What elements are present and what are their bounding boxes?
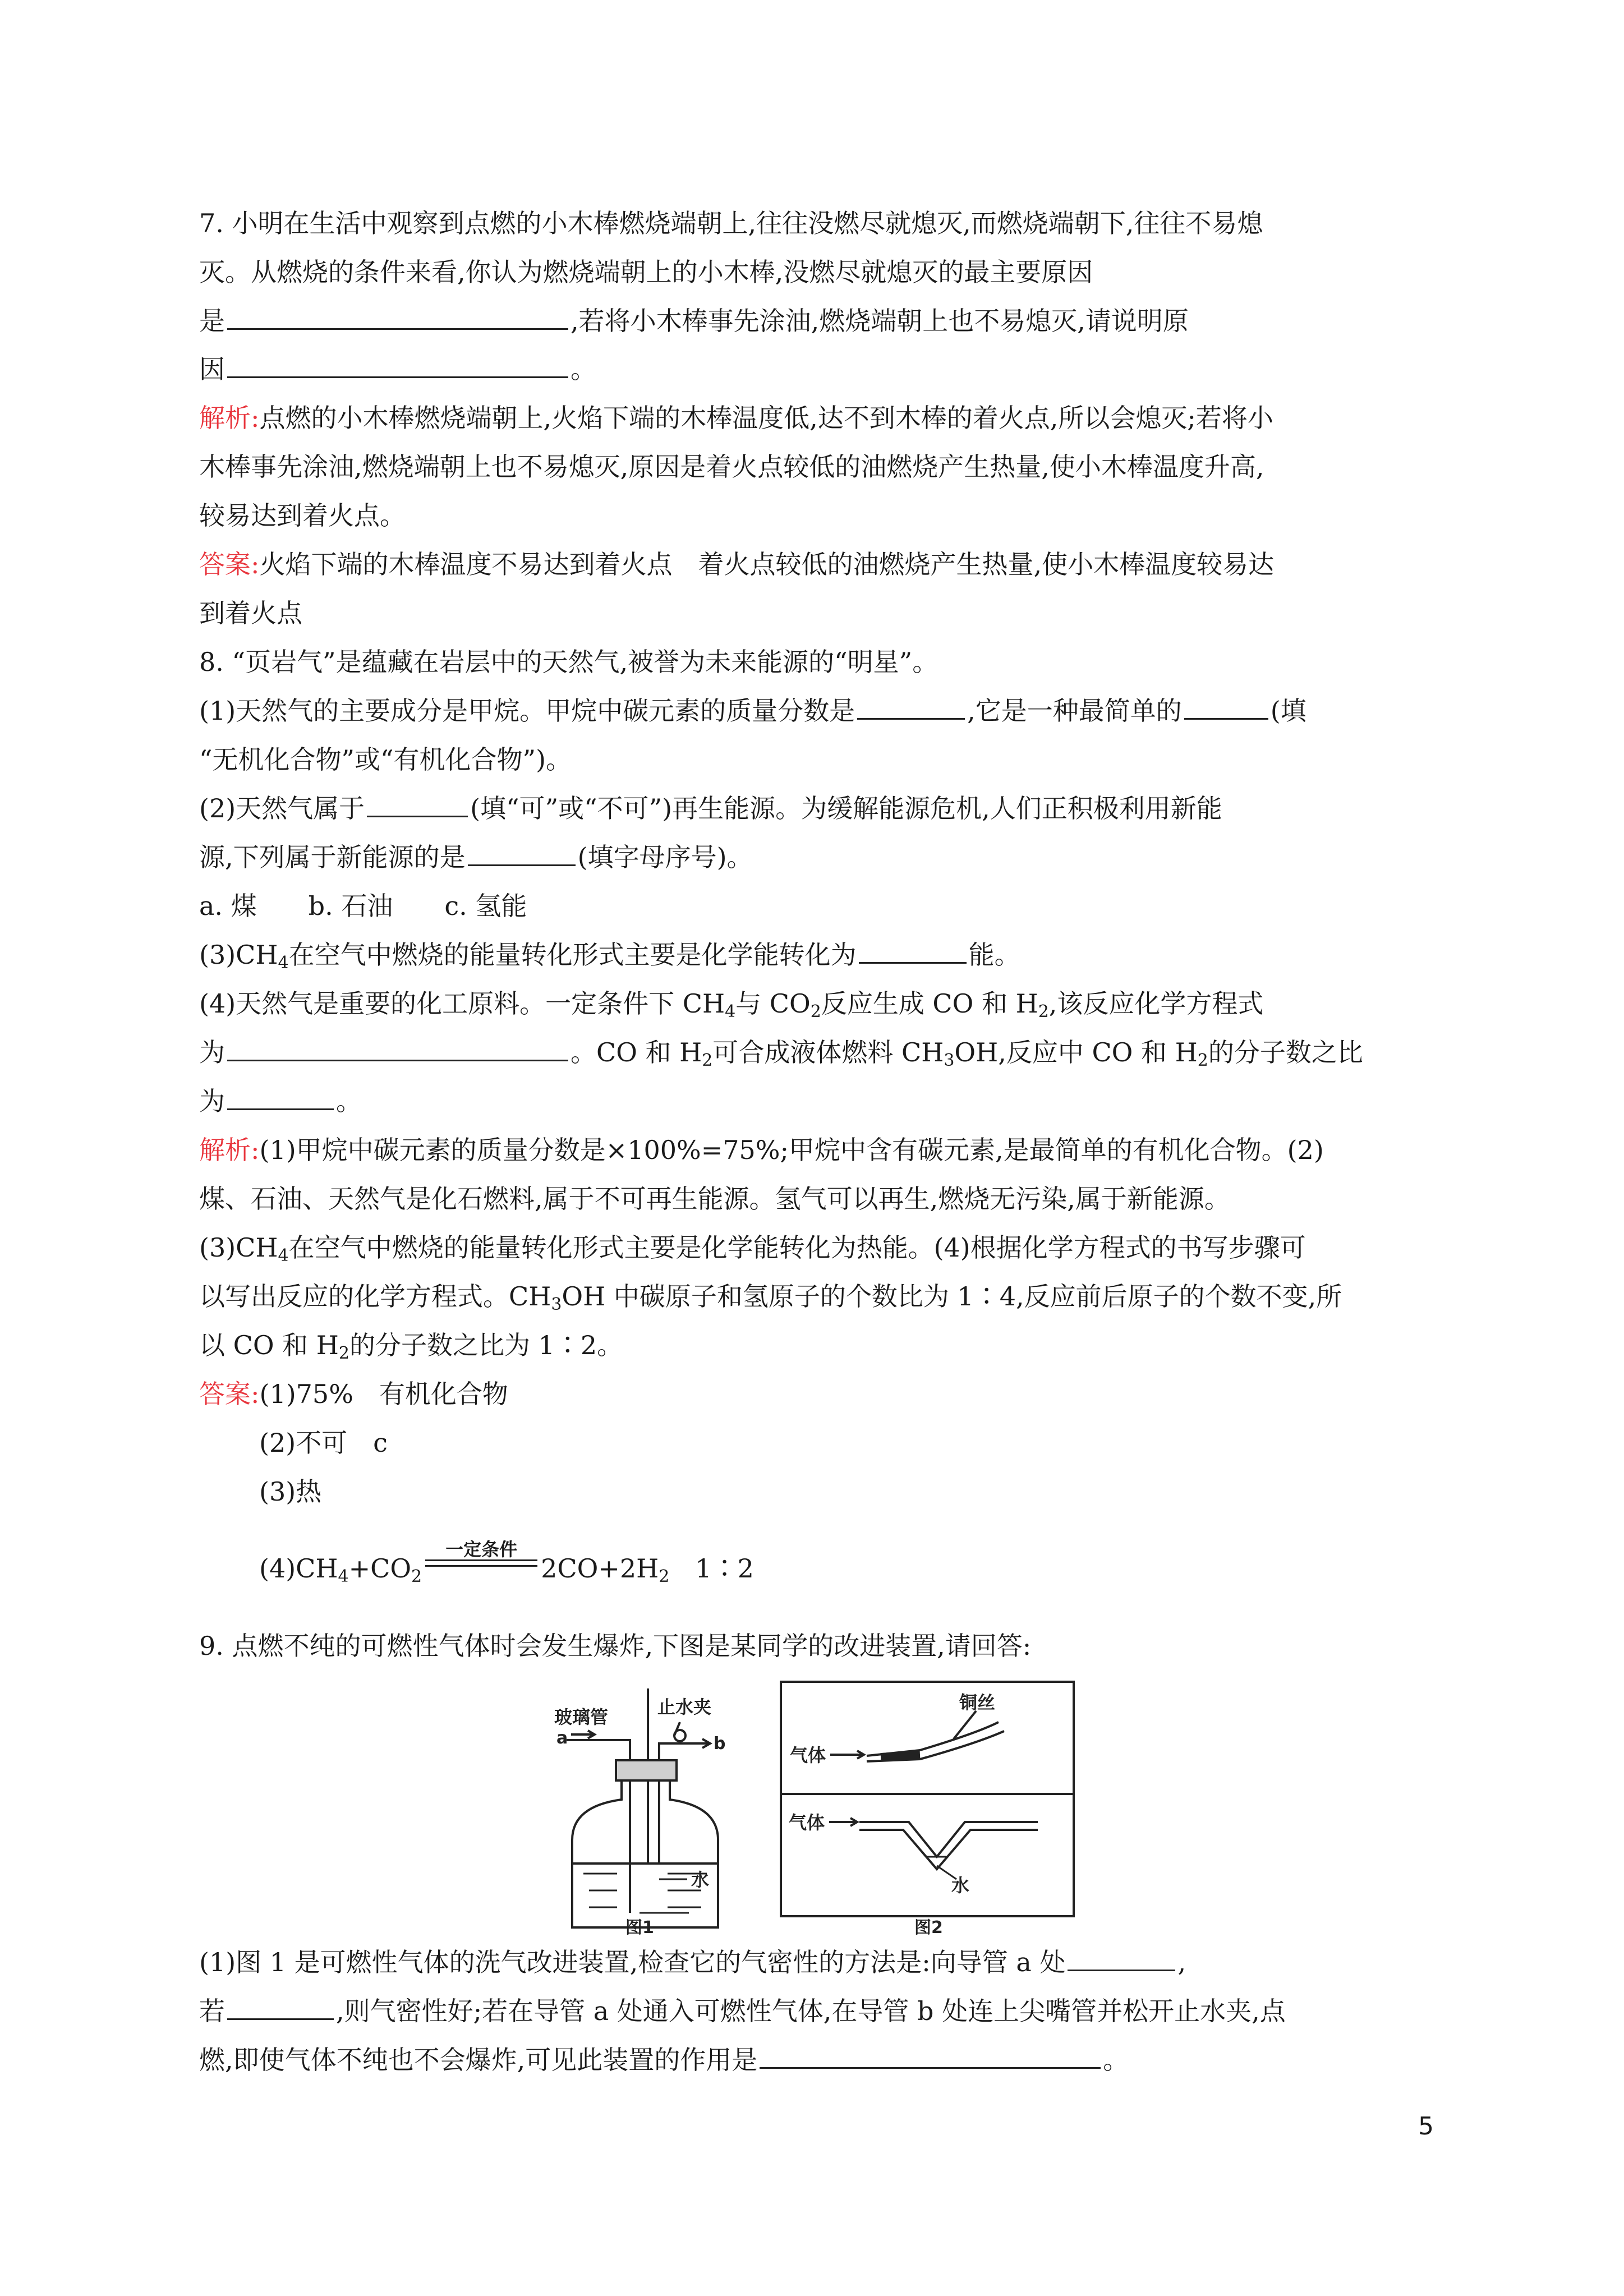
- answer-blank[interactable]: [227, 353, 568, 378]
- fig2-gas-label-2: 气体: [789, 1812, 825, 1833]
- analysis-text: 的分子数之比为 1∶2。: [349, 1330, 623, 1360]
- q8-text: ,它是一种最简单的: [967, 696, 1182, 726]
- q8-text: 反应生成 CO 和 H: [821, 988, 1038, 1019]
- answer-blank[interactable]: [367, 792, 468, 817]
- equation-text: 2CO+2H: [541, 1553, 659, 1584]
- q8-text: 与 CO: [735, 988, 811, 1019]
- copper-wire-coil: [881, 1755, 920, 1757]
- q8-text: (填: [1270, 696, 1306, 726]
- q8-analysis-line-5: [199, 1328, 623, 1362]
- q9-text: 。: [1103, 2045, 1129, 2075]
- q8-text: 源,下列属于新能源的是: [199, 842, 466, 872]
- subscript: 2: [1197, 1051, 1208, 1070]
- subscript: 2: [411, 1567, 422, 1586]
- q8-text: 可合成液体燃料 CH: [712, 1037, 944, 1068]
- q9-text: ,则气密性好;若在导管 a 处通入可燃性气体,在导管 b 处连上尖嘴管并松开止水夹,点: [336, 1996, 1286, 2026]
- q7-analysis-line-3: 较易达到着火点。: [199, 500, 406, 531]
- q8-text: 在空气中燃烧的能量转化形式主要是化学能转化为: [288, 940, 857, 970]
- trap-tube-upper: [859, 1822, 1038, 1857]
- subscript: 2: [810, 1002, 821, 1022]
- q8-answer-line-2: (2)不可 c: [259, 1428, 388, 1458]
- q7-analysis-line-1: [199, 401, 1273, 435]
- q8-part4-line-1: [199, 987, 1263, 1020]
- q8-text: (4)天然气是重要的化工原料。一定条件下 CH: [199, 988, 725, 1019]
- answer-blank[interactable]: [760, 2044, 1101, 2069]
- analysis-text: 以写出反应的化学方程式。CH: [199, 1281, 551, 1312]
- q7-analysis-line-2: 木棒事先涂油,燃烧端朝上也不易熄灭,原因是着火点较低的油燃烧产生热量,使小木棒温度升高,: [199, 452, 1264, 482]
- q8-text: (填字母序号)。: [577, 842, 753, 872]
- q7-line-3: [199, 304, 1189, 338]
- subscript: 2: [338, 1343, 349, 1363]
- q8-text: (填“可”或“不可”)再生能源。为缓解能源危机,人们正积极利用新能: [470, 793, 1222, 823]
- figure-2: [781, 1682, 1074, 1916]
- subscript: 2: [659, 1567, 670, 1586]
- q8-text: 为: [199, 1037, 225, 1068]
- fig1-a-label: a: [556, 1728, 568, 1748]
- q8-text: (2)天然气属于: [199, 793, 365, 823]
- q9-part1-line-1: [199, 1945, 1186, 1979]
- q8-analysis-line-4: [199, 1280, 1342, 1313]
- answer-text: (1)75% 有机化合物: [259, 1379, 508, 1409]
- fig1-b-label: b: [714, 1734, 726, 1754]
- answer-blank[interactable]: [1068, 1946, 1175, 1971]
- q9-part1-line-3: [199, 2043, 1129, 2077]
- fig2-wire-label: 铜丝: [959, 1692, 996, 1713]
- fig1-tube-label: 玻璃管: [554, 1706, 609, 1728]
- subscript: 3: [944, 1051, 955, 1070]
- q7-text: 是: [199, 306, 225, 336]
- apparatus-figures: [550, 1677, 1077, 1935]
- q8-text: (1)天然气的主要成分是甲烷。甲烷中碳元素的质量分数是: [199, 696, 855, 726]
- q9-text: ,: [1177, 1947, 1186, 1977]
- bottle: [572, 1780, 718, 1927]
- q8-part3: [199, 938, 1020, 972]
- subscript: 4: [278, 953, 289, 973]
- stopper: [616, 1760, 677, 1780]
- answer-blank[interactable]: [468, 841, 576, 866]
- equation-text: 1∶2: [669, 1553, 754, 1584]
- q7-line-4: [199, 352, 596, 386]
- analysis-text: (3)CH: [199, 1232, 278, 1263]
- q8-part1-line-1: [199, 694, 1306, 728]
- answer-text: 火焰下端的木棒温度不易达到着火点 着火点较低的油燃烧产生热量,使小木棒温度较易达: [259, 549, 1275, 579]
- tube-upper: [867, 1722, 999, 1756]
- q8-analysis-line-3: [199, 1231, 1306, 1264]
- answer-blank[interactable]: [1184, 694, 1268, 720]
- analysis-label: 解析:: [199, 1135, 260, 1165]
- q8-answer-line-1: [199, 1377, 508, 1411]
- q8-text: 。: [336, 1086, 362, 1116]
- q9-text: 燃,即使气体不纯也不会爆炸,可见此装置的作用是: [199, 2045, 758, 2075]
- analysis-label: 解析:: [199, 403, 260, 433]
- answer-blank[interactable]: [857, 694, 965, 720]
- q7-text: 。: [571, 354, 596, 384]
- equation-text: (4)CH: [259, 1553, 338, 1584]
- q8-part2-line-2: [199, 840, 753, 874]
- reaction-condition-arrow: [425, 1539, 537, 1577]
- q8-text: 。CO 和 H: [571, 1037, 702, 1068]
- fig1-clip-label: 止水夹: [657, 1696, 712, 1718]
- q7-text: 因: [199, 354, 225, 384]
- answer-label: 答案:: [199, 549, 260, 579]
- fig2-frame: [781, 1682, 1074, 1916]
- q8-part2-line-1: [199, 792, 1222, 825]
- q8-answer-line-3: (3)热: [259, 1476, 322, 1507]
- q7-line-2: 灭。从燃烧的条件来看,你认为燃烧端朝上的小木棒,没燃尽就熄灭的最主要原因: [199, 257, 1093, 287]
- q8-options: a. 煤 b. 石油 c. 氢能: [199, 891, 527, 921]
- answer-blank[interactable]: [227, 1036, 568, 1061]
- subscript: 2: [1038, 1002, 1049, 1022]
- fig1-water-label: 水: [691, 1869, 710, 1890]
- q8-answer-equation: [259, 1539, 754, 1586]
- q7-answer-line-1: [199, 547, 1274, 581]
- q8-text: ,该反应化学方程式: [1048, 988, 1264, 1019]
- subscript: 4: [338, 1567, 349, 1586]
- subscript: 4: [725, 1002, 736, 1022]
- q8-line-1: 8. “页岩气”是蕴藏在岩层中的天然气,被誉为未来能源的“明星”。: [199, 647, 938, 677]
- answer-blank[interactable]: [227, 305, 568, 330]
- analysis-text: 点燃的小木棒燃烧端朝上,火焰下端的木棒温度低,达不到木棒的着火点,所以会熄灭;若将小: [259, 403, 1273, 433]
- q8-part1-line-2: “无机化合物”或“有机化合物”)。: [199, 744, 572, 775]
- q8-analysis-line-2: 煤、石油、天然气是化石燃料,属于不可再生能源。氢气可以再生,燃烧无污染,属于新能源。: [199, 1184, 1230, 1214]
- analysis-text: OH 中碳原子和氢原子的个数比为 1∶4,反应前后原子的个数不变,所: [562, 1281, 1342, 1312]
- q8-text: (3)CH: [199, 940, 278, 970]
- q7-text: ,若将小木棒事先涂油,燃烧端朝上也不易熄灭,请说明原: [571, 306, 1189, 336]
- q8-text: OH,反应中 CO 和 H: [954, 1037, 1198, 1068]
- subscript: 4: [278, 1246, 289, 1266]
- trap-tube-lower: [859, 1830, 1038, 1869]
- fig1-caption: 图1: [625, 1918, 654, 1935]
- q8-text: 的分子数之比: [1208, 1037, 1363, 1068]
- answer-blank[interactable]: [859, 938, 967, 964]
- q9-text: (1)图 1 是可燃性气体的洗气改进装置,检查它的气密性的方法是:向导管 a 处: [199, 1947, 1066, 1977]
- analysis-text: 在空气中燃烧的能量转化形式主要是化学能转化为热能。(4)根据化学方程式的书写步骤可: [288, 1232, 1306, 1263]
- q9-line-1: 9. 点燃不纯的可燃性气体时会发生爆炸,下图是某同学的改进装置,请回答:: [199, 1631, 1032, 1661]
- analysis-text: 以 CO 和 H: [199, 1330, 339, 1360]
- q8-text: 能。: [968, 940, 1020, 970]
- equation-text: +CO: [348, 1553, 412, 1584]
- answer-label: 答案:: [199, 1379, 260, 1409]
- fig2-caption: 图2: [914, 1918, 943, 1935]
- q8-part4-line-2: [199, 1036, 1363, 1069]
- q9-part1-line-2: [199, 1994, 1286, 2028]
- q8-part4-line-3: [199, 1084, 362, 1118]
- q8-text: 为: [199, 1086, 225, 1116]
- answer-blank[interactable]: [227, 1085, 334, 1110]
- fig2-water-label: 水: [951, 1875, 970, 1896]
- answer-blank[interactable]: [227, 1995, 334, 2020]
- q8-analysis-line-1: [199, 1133, 1324, 1167]
- page-number: 5: [1418, 2112, 1434, 2141]
- reaction-condition: 一定条件: [445, 1539, 518, 1560]
- fig2-gas-label-1: 气体: [790, 1745, 826, 1766]
- subscript: 2: [702, 1051, 713, 1070]
- clip-line: [674, 1722, 680, 1736]
- q7-answer-line-2: 到着火点: [199, 598, 302, 628]
- q7-line-1: 7. 小明在生活中观察到点燃的小木棒燃烧端朝上,往往没燃尽就熄灭,而燃烧端朝下,往往不易熄: [199, 208, 1263, 238]
- analysis-text: (1)甲烷中碳元素的质量分数是×100%=75%;甲烷中含有碳元素,是最简单的有机化合物。(2): [259, 1135, 1324, 1165]
- subscript: 3: [551, 1295, 562, 1314]
- q9-text: 若: [199, 1996, 225, 2026]
